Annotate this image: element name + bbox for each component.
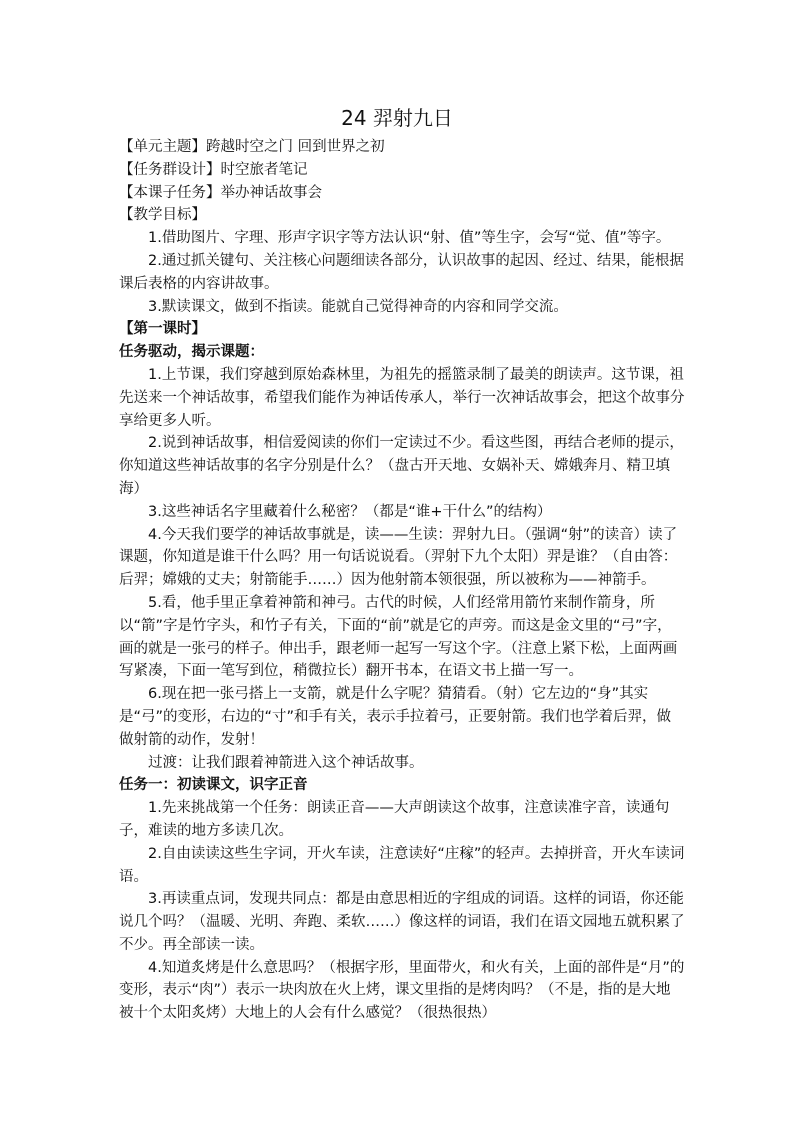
body-paragraph: 4.知道炙烤是什么意思吗？（根据字形，里面带火，和火有关，上面的部件是“月”的变形，表示“肉”）表示一块肉放在火上烤，课文里指的是烤肉吗？（不是，指的是大地被十个太阳炙烤）大地上的人会有什么感觉？（很热很热） [119, 959, 685, 1022]
objectives-heading: 【教学目标】 [119, 207, 206, 224]
objective-item: 1.借助图片、字理、形声字识字等方法认识“射、值”等生字，会写“觉、值”等字。 [148, 230, 671, 247]
body-paragraph: 2.自由读读这些生字词，开火车读，注意读好“庄稼”的轻声。去掉拼音，开火车读词语。 [119, 845, 685, 885]
document-body [119, 136, 685, 1025]
task-group-design: 【任务群设计】时空旅者笔记 [119, 161, 308, 178]
body-paragraph: 6.现在把一张弓搭上一支箭，就是什么字呢？猜猜看。（射）它左边的“身”其实是“弓”的变形，右边的“寸”和手有关，表示手拉着弓，正要射箭。我们也学着后羿，做做射箭的动作，发射！ [119, 686, 672, 748]
body-paragraph: 1.上节课，我们穿越到原始森林里，为祖先的摇篮录制了最美的朗读声。这节课，祖先送来一个神话故事，希望我们能作为神话传承人，举行一次神话故事会，把这个故事分享给更多人听。 [119, 366, 685, 429]
body-paragraph: 3.这些神话名字里藏着什么秘密？（都是“谁+干什么”的结构） [148, 503, 552, 520]
transition-paragraph: 过渡：让我们跟着神箭进入这个神话故事。 [148, 754, 424, 771]
objective-item: 3.默读课文，做到不指读。能就自己觉得神奇的内容和同学交流。 [148, 298, 568, 315]
lesson-heading: 【第一课时】 [119, 321, 206, 338]
lesson-subtask: 【本课子任务】举办神话故事会 [119, 184, 322, 201]
section-heading: 任务一：初读课文，识字正音 [119, 777, 308, 794]
lesson-title: 24 羿射九日 [341, 106, 453, 130]
body-paragraph: 1.先来挑战第一个任务：朗读正音——大声朗读这个故事，注意读准字音，读通句子，难读的地方多读几次。 [119, 800, 670, 839]
objective-item: 2.通过抓关键句、关注核心问题细读各部分，认识故事的起因、经过、结果，能根据课后表格的内容讲故事。 [119, 252, 684, 292]
body-paragraph: 5.看，他手里正拿着神箭和神弓。古代的时候，人们经常用箭竹来制作箭身，所以“箭”字是竹字头，和竹子有关，下面的“前”就是它的声旁。而这是金文里的“弓”字，画的就是一张弓的样子。伸出手，跟老师一起写一写这个字。（注意上紧下松，上面两画写紧凑，下面一笔写到位，稍微拉长）翻开书本，在语文书上描一写一。 [119, 594, 678, 680]
body-paragraph: 3.再读重点词，发现共同点：都是由意思相近的字组成的词语。这样的词语，你还能说几个吗？（温暖、光明、奔跑、柔软……）像这样的词语，我们在语文园地五就积累了不少。再全部读一读。 [119, 891, 685, 953]
section-heading: 任务驱动，揭示课题： [119, 344, 264, 361]
body-paragraph: 2.说到神话故事，相信爱阅读的你们一定读过不少。看这些图，再结合老师的提示，你知道这些神话故事的名字分别是什么？（盘古开天地、女娲补天、嫦娥奔月、精卫填海） [119, 435, 684, 497]
body-paragraph: 4.今天我们要学的神话故事就是，读——生读：羿射九日。（强调“射”的读音）读了课题，你知道是谁干什么吗？用一句话说说看。（羿射下九个太阳）羿是谁？（自由答：后羿；嫦娥的丈夫；射箭能手……）因为他射箭本领很强，所以被称为——神箭手。 [119, 526, 678, 589]
unit-theme: 【单元主题】跨越时空之门 回到世界之初 [119, 139, 385, 155]
